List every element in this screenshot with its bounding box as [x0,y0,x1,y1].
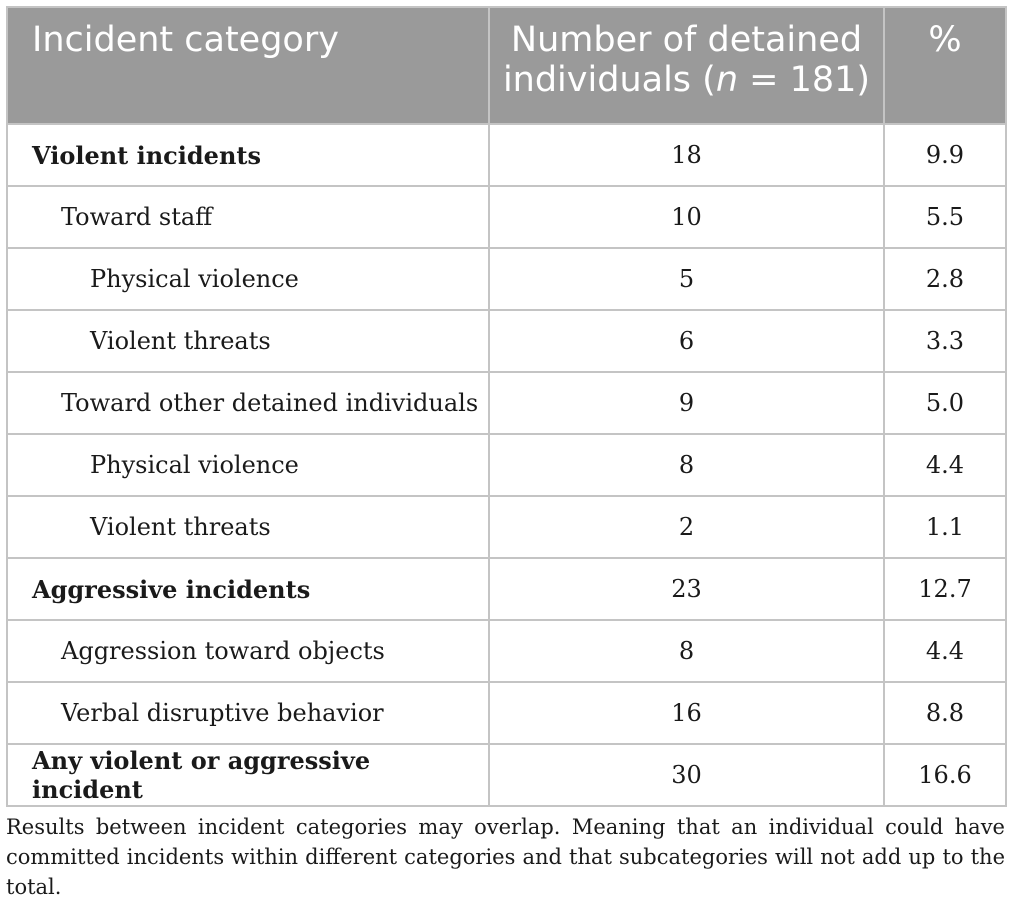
header-percent: % [884,7,1006,124]
row-percent: 5.5 [884,186,1006,248]
row-count: 18 [489,124,884,186]
row-percent: 4.4 [884,434,1006,496]
row-label: Physical violence [7,248,489,310]
row-percent: 16.6 [884,744,1006,806]
header-number-line2-suffix: = 181) [738,60,871,100]
table-header-row [7,7,1006,124]
row-percent: 3.3 [884,310,1006,372]
row-count: 8 [489,434,884,496]
row-label: Aggression toward objects [7,620,489,682]
table-row [7,744,1006,806]
header-incident-category: Incident category [7,7,489,124]
row-label: Violent threats [7,496,489,558]
table-body [7,124,1006,806]
row-count: 2 [489,496,884,558]
row-label: Toward staff [7,186,489,248]
row-percent: 2.8 [884,248,1006,310]
row-label: Any violent or aggressive incident [7,744,489,806]
row-label: Physical violence [7,434,489,496]
table-row [7,620,1006,682]
row-label: Violent incidents [7,124,489,186]
row-count: 8 [489,620,884,682]
table-row [7,186,1006,248]
row-count: 6 [489,310,884,372]
incident-table-container [6,6,1005,807]
incident-table [6,6,1007,807]
row-count: 16 [489,682,884,744]
row-percent: 9.9 [884,124,1006,186]
table-row [7,248,1006,310]
row-percent: 8.8 [884,682,1006,744]
table-row [7,372,1006,434]
row-count: 30 [489,744,884,806]
row-label: Verbal disruptive behavior [7,682,489,744]
table-row [7,310,1006,372]
row-percent: 12.7 [884,558,1006,620]
table-row [7,124,1006,186]
row-label: Toward other detained individuals [7,372,489,434]
row-count: 10 [489,186,884,248]
table-row [7,682,1006,744]
row-percent: 1.1 [884,496,1006,558]
header-number-line2-prefix: individuals ( [502,60,716,100]
header-number-detained [489,7,884,124]
row-count: 9 [489,372,884,434]
table-row [7,434,1006,496]
header-number-line1: Number of detained [510,20,863,60]
row-label: Violent threats [7,310,489,372]
row-count: 5 [489,248,884,310]
header-number-n: n [715,60,738,100]
row-percent: 4.4 [884,620,1006,682]
table-row [7,496,1006,558]
row-label: Aggressive incidents [7,558,489,620]
table-row [7,558,1006,620]
row-count: 23 [489,558,884,620]
table-footnote: Results between incident categories may overlap. Meaning that an individual could have committed incidents within different categories and that subcategories will not add up to the total. [6,815,1005,899]
row-percent: 5.0 [884,372,1006,434]
